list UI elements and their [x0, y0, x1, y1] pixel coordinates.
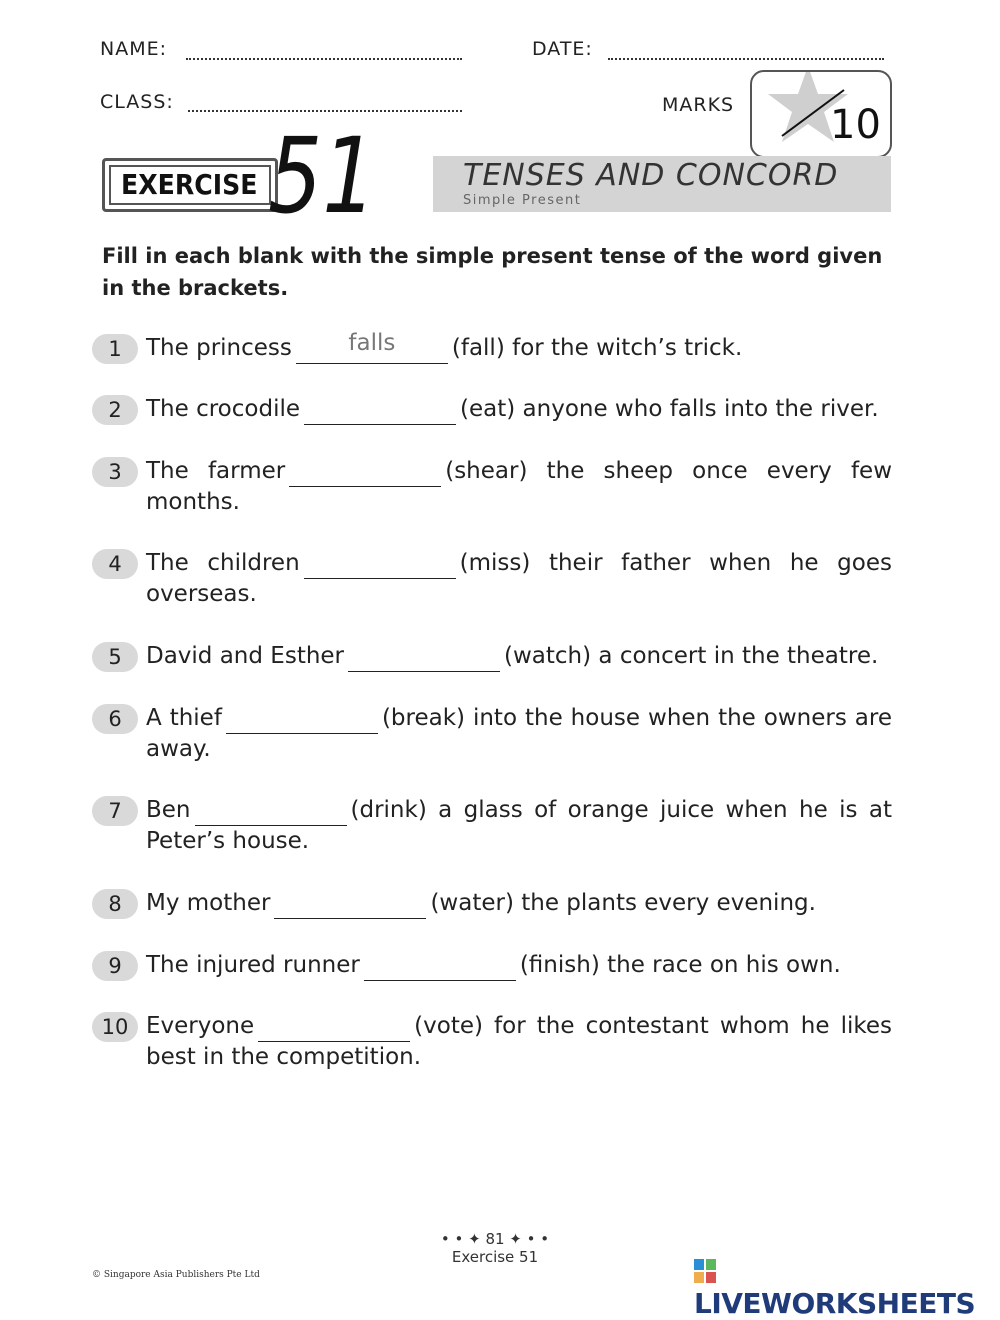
topic-title: TENSES AND CONCORD: [463, 158, 839, 193]
exercise-number: 51: [268, 115, 377, 237]
question-number: 1: [92, 334, 138, 364]
question-text-before: The injured runner: [146, 952, 360, 978]
date-field[interactable]: [608, 58, 884, 60]
class-field[interactable]: [188, 110, 462, 112]
question-text-after: (miss) their father when he goes overseas.: [146, 550, 892, 607]
question-text-before: The princess: [146, 335, 292, 361]
date-label: DATE:: [532, 38, 593, 60]
question-text-after: (watch) a concert in the theatre.: [504, 643, 879, 669]
question-number: 7: [92, 796, 138, 826]
topic-bar: [433, 156, 891, 212]
question-number: 4: [92, 549, 138, 579]
question-number: 6: [92, 704, 138, 734]
answer-blank[interactable]: [274, 892, 426, 919]
question-number: 3: [92, 457, 138, 487]
question-text-after: (water) the plants every evening.: [430, 890, 816, 916]
name-field[interactable]: [186, 58, 462, 60]
liveworksheets-logo[interactable]: [694, 1254, 1000, 1320]
answer-blank[interactable]: [226, 707, 378, 734]
answer-blank[interactable]: [348, 645, 500, 672]
instructions: Fill in each blank with the simple present tense of the word given in the brackets.: [102, 244, 883, 300]
question-text-before: The children: [146, 550, 300, 576]
exercise-word: EXERCISE: [121, 168, 258, 201]
marks-total: 10: [830, 102, 881, 148]
answer-blank[interactable]: [304, 398, 456, 425]
answer-blank[interactable]: [364, 954, 516, 981]
answer-blank[interactable]: [304, 552, 456, 579]
liveworksheets-brand: LIVEWORKSHEETS: [694, 1287, 976, 1320]
question-text-before: A thief: [146, 705, 222, 731]
question-number: 10: [92, 1012, 138, 1042]
answer-blank[interactable]: [195, 799, 347, 826]
marks-box: [750, 70, 892, 158]
topic-subtitle: Simple Present: [463, 193, 582, 208]
question-text-after: (drink) a glass of orange juice when he is at Peter’s house.: [146, 797, 892, 854]
question-text-after: (eat) anyone who falls into the river.: [460, 396, 879, 422]
name-label: NAME:: [100, 38, 168, 60]
marks-label: MARKS: [662, 94, 735, 116]
answer-text: falls: [348, 330, 396, 356]
question-number: 5: [92, 642, 138, 672]
exercise-label-box: [102, 158, 278, 212]
class-label: CLASS:: [100, 91, 174, 113]
answer-blank[interactable]: [289, 460, 441, 487]
question-number: 9: [92, 951, 138, 981]
question-text-before: The farmer: [146, 458, 286, 484]
page-footer: [440, 1230, 550, 1266]
question-number: 8: [92, 889, 138, 919]
answer-blank[interactable]: [258, 1015, 410, 1042]
question-text-after: (vote) for the contestant whom he likes best in the competition.: [146, 1013, 892, 1070]
exercise-reference: Exercise 51: [451, 1248, 539, 1266]
question-text-before: David and Esther: [146, 643, 345, 669]
copyright-text: © Singapore Asia Publishers Pte Ltd: [92, 1270, 260, 1280]
question-text-before: My mother: [146, 890, 271, 916]
answer-blank[interactable]: [296, 330, 448, 364]
question-text-after: (finish) the race on his own.: [519, 952, 841, 978]
question-text-after: (shear) the sheep once every few months.: [146, 458, 893, 515]
question-text-after: (break) into the house when the owners are away.: [146, 705, 892, 762]
liveworksheets-icon: [694, 1259, 716, 1283]
question-text-before: Everyone: [146, 1013, 255, 1039]
question-text-before: Ben: [146, 797, 191, 823]
question-number: 2: [92, 395, 138, 425]
question-text-after: (fall) for the witch’s trick.: [451, 335, 743, 361]
question-text-before: The crocodile: [146, 396, 301, 422]
page-number: • • ✦ 81 ✦ • •: [440, 1230, 550, 1248]
